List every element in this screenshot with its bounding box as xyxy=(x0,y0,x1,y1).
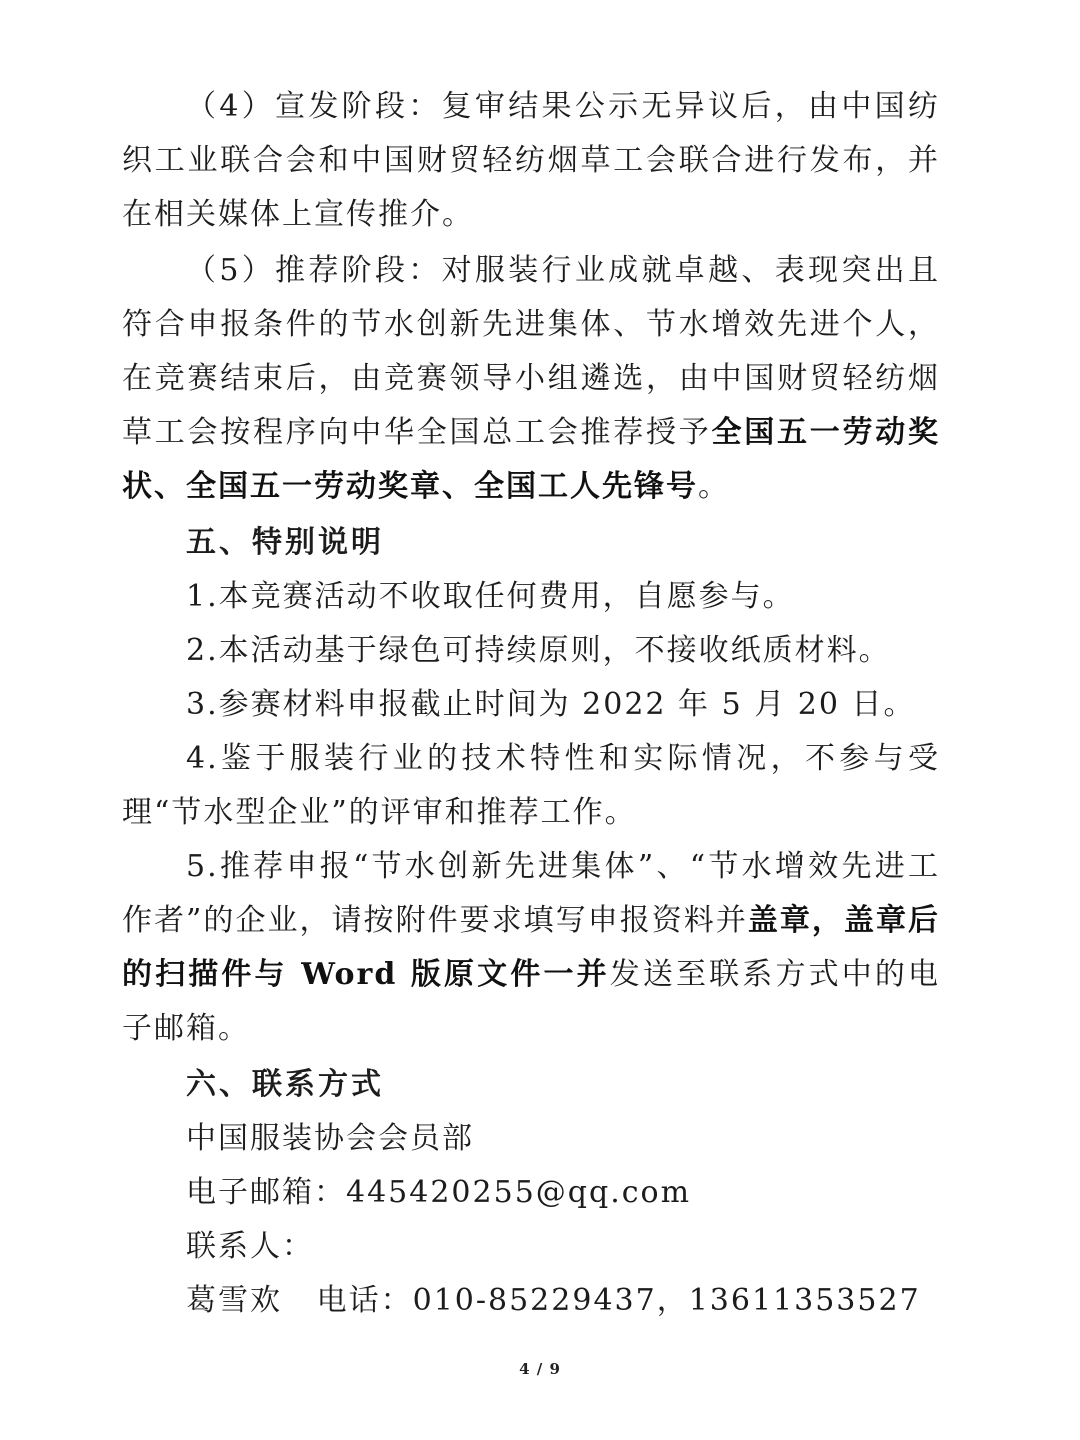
page-number: 4 / 9 xyxy=(519,1360,561,1378)
section-heading-special-notes: 五、特别说明 xyxy=(186,525,384,560)
paragraph-recommendation-stage xyxy=(122,244,940,514)
contact-label: 联系人： xyxy=(186,1229,314,1264)
note-item-5-end: 发送至联系方式中的电子邮箱。 xyxy=(122,957,941,1046)
note-item-5-emphasis: 盖章，盖章后的扫描件与 Word 版原文件一并 xyxy=(122,903,941,992)
note-item-3: 3.参赛材料申报截止时间为 2022 年 5 月 20 日。 xyxy=(186,687,916,722)
note-item-5-text: 5.推荐申报“节水创新先进集体”、“节水增效先进工作者”的企业，请按附件要求填写申报资料并 xyxy=(122,849,940,938)
contact-person-phone: 葛雪欢 电话：010-85229437，13611353527 xyxy=(186,1283,921,1318)
section-heading-contact: 六、联系方式 xyxy=(186,1067,384,1102)
note-item-1: 1.本竞赛活动不收取任何费用，自愿参与。 xyxy=(186,579,795,614)
note-item-4: 4.鉴于服装行业的技术特性和实际情况，不参与受理“节水型企业”的评审和推荐工作。 xyxy=(122,741,940,830)
note-item-2: 2.本活动基于绿色可持续原则，不接收纸质材料。 xyxy=(186,633,891,668)
contact-organization: 中国服装协会会员部 xyxy=(186,1121,474,1156)
paragraph-publicity-stage: （4）宣发阶段：复审结果公示无异议后，由中国纺织工业联合会和中国财贸轻纺烟草工会联合进行发布，并在相关媒体上宣传推介。 xyxy=(122,89,940,232)
recommendation-text: （5）推荐阶段：对服装行业成就卓越、表现突出且符合申报条件的节水创新先进集体、节水增效先进个人，在竞赛结束后，由竞赛领导小组遴选，由中国财贸轻纺烟草工会按程序向中华全国总工会推荐授予 xyxy=(122,253,940,450)
note-item-5 xyxy=(122,840,940,1056)
contact-email: 电子邮箱：445420255@qq.com xyxy=(186,1175,692,1210)
award-names: 全国五一劳动奖状、全国五一劳动奖章、全国工人先锋号 xyxy=(122,415,940,504)
recommendation-end: 。 xyxy=(698,469,730,504)
